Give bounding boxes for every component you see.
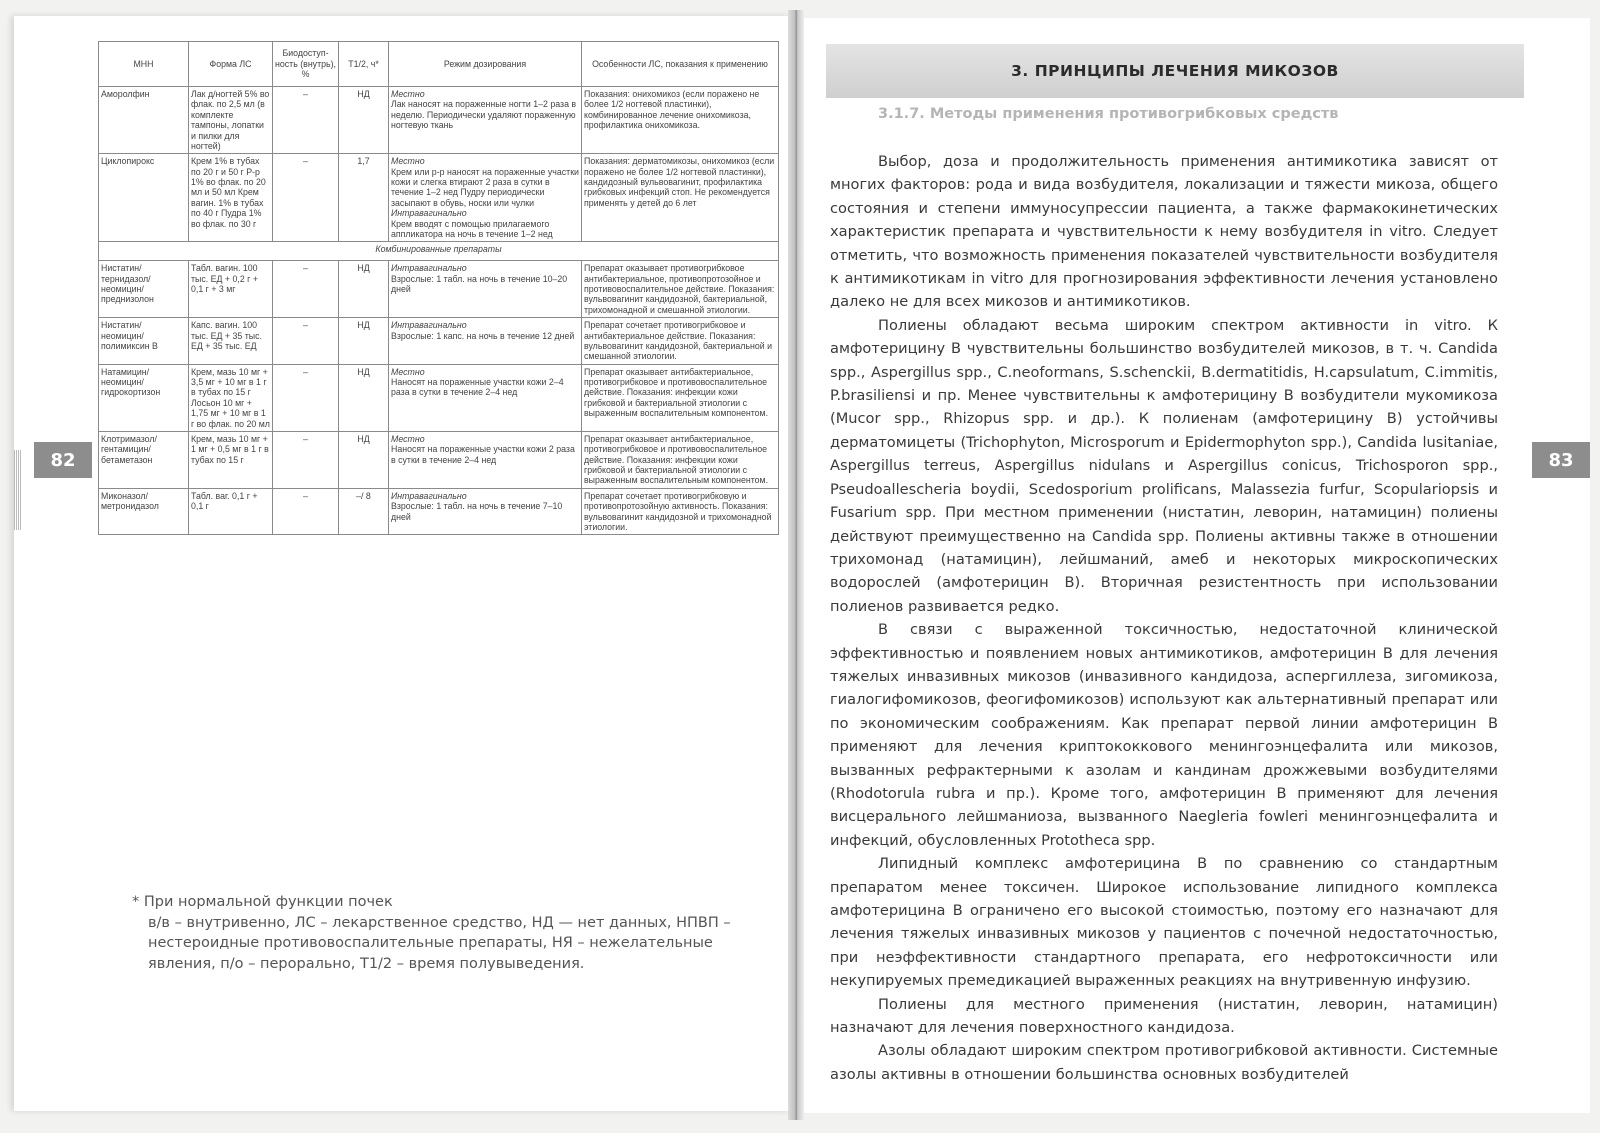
table-row <box>99 154 779 242</box>
dosing-text: Лак наносят на пораженные ногти 1–2 раза в неделю. Периодически удаляют пораженную ногтевую ткань <box>391 99 577 131</box>
cell-dosing <box>389 318 582 365</box>
dosing-route-label: Интравагинально <box>391 263 467 274</box>
page-number-left: 82 <box>34 442 92 478</box>
cell-dosing <box>389 488 582 535</box>
cell-dosing <box>389 87 582 154</box>
cell-notes: Препарат оказывает антибактериальное, противогрибковое и противовоспалительное действие. Показания: инфекции кожи грибковой и бактериальной этиологии с выраженным воспалительным компонентом. <box>582 431 779 488</box>
table-row <box>99 318 779 365</box>
cell-form: Табл. ваг. 0,1 г + 0,1 г <box>189 488 273 535</box>
footnote-line-1: * При нормальной функции почек <box>132 894 393 910</box>
table-row <box>99 488 779 535</box>
cell-bioavailability: – <box>273 364 339 431</box>
header-bioavailability: Биодоступ-ность (внутрь), % <box>273 42 339 87</box>
cell-mnn: Аморолфин <box>99 87 189 154</box>
cell-form: Крем, мазь 10 мг + 3,5 мг + 10 мг в 1 г в тубах по 15 г Лосьон 10 мг + 1,75 мг + 10 мг в 1 г во флак. по 20 мл <box>189 364 273 431</box>
dosing-text-2: Крем вводят с помощью прилагаемого аппликатора на ночь в течение 1–2 нед <box>391 218 553 239</box>
cell-half-life: НД <box>339 431 389 488</box>
cell-form: Крем 1% в тубах по 20 г и 50 г Р-р 1% во флак. по 20 мл и 50 мл Крем вагин. 1% в тубах по 40 г Пудра 1% во флак. по 30 г <box>189 154 273 242</box>
cell-bioavailability: – <box>273 488 339 535</box>
header-form: Форма ЛС <box>189 42 273 87</box>
chapter-title: 3. ПРИНЦИПЫ ЛЕЧЕНИЯ МИКОЗОВ <box>826 44 1524 98</box>
cell-notes: Препарат сочетает противогрибковое и антибактериальное действие. Показания: вульвовагинит кандидозной, бактериальной и смешанной этиологии. <box>582 318 779 365</box>
paragraph-4: Липидный комплекс амфотерицина В по сравнению со стандартным препаратом менее токсичен. Широкое использование липидного комплекса амфотерицина В ограничено его высокой стоимостью, поэтому его назначают для лечения тяжелых инвазивных микозов у пациентов с почечной недостаточностью, при неэффективности стандартного препарата, его нефротоксичности или некупируемых премедикацией выраженных реакциях на внутривенную инфузию. <box>830 855 1498 990</box>
cell-notes: Препарат оказывает противогрибковое антибактериальное, противопротозойное и противовоспалительное действие. Показания: вульвовагинит кандидозной, бактериальной, трихомонадной и смешанной этиологии. <box>582 261 779 318</box>
cell-mnn: Нистатин/ неомицин/ полимиксин В <box>99 318 189 365</box>
table-row <box>99 87 779 154</box>
cell-dosing <box>389 261 582 318</box>
cell-half-life: НД <box>339 87 389 154</box>
cell-dosing <box>389 364 582 431</box>
paragraph-6: Азолы обладают широким спектром противогрибковой активности. Системные азолы активны в отношении большинства основных возбудителей <box>830 1042 1498 1083</box>
cell-form: Лак д/ногтей 5% во флак. по 2,5 мл (в комплекте тампоны, лопатки и пилки для ногтей) <box>189 87 273 154</box>
cell-bioavailability: – <box>273 431 339 488</box>
table-row <box>99 364 779 431</box>
footnote <box>132 892 772 975</box>
header-dosing: Режим дозирования <box>389 42 582 87</box>
table-row <box>99 431 779 488</box>
cell-half-life: НД <box>339 364 389 431</box>
cell-bioavailability: – <box>273 87 339 154</box>
dosing-route-label: Местно <box>391 366 425 377</box>
cell-dosing <box>389 154 582 242</box>
dosing-text: Наносят на пораженные участки кожи 2–4 раза в сутки в течение 2–4 нед <box>391 377 564 398</box>
section-title: 3.1.7. Методы применения противогрибковых средств <box>878 106 1339 122</box>
cell-half-life: НД <box>339 318 389 365</box>
cell-dosing <box>389 431 582 488</box>
cell-half-life: НД <box>339 261 389 318</box>
drug-table <box>98 41 779 535</box>
cell-notes: Препарат оказывает антибактериальное, противогрибковое и противовоспалительное действие. Показания: инфекции кожи грибковой и бактериальной этиологии с выраженным воспалительным компонентом. <box>582 364 779 431</box>
book-gutter <box>788 10 804 1120</box>
cell-mnn: Миконазол/ метронидазол <box>99 488 189 535</box>
cell-mnn: Клотримазол/ гентамицин/ бетаметазон <box>99 431 189 488</box>
dosing-route-label-2: Интравагинально <box>391 208 467 219</box>
paragraph-3: В связи с выраженной токсичностью, недостаточной клинической эффективностью и появлением новых антимикотиков, амфотерицин В для лечения тяжелых инвазивных микозов (инвазивного кандидоза, аспергиллеза, зигомикоза, гиалогифомикозов, феогифомикозов) используют как альтернативный препарат или по экономическим соображениям. Как препарат первой линии амфотерицин В применяют для лечения криптококкового менингоэнцефалита или микозов, вызванных рефрактерными к азолам и кандинам дрожжевыми возбудителями (Rhodotorula rubra и пр.). Кроме того, амфотерицин В применяют для лечения висцерального лейшманиоза, вызванного Naegleria fowleri менингоэнцефалита и инфекций, обусловленных Prototheca spp. <box>830 621 1498 849</box>
cell-notes: Показания: онихомикоз (если поражено не более 1/2 ногтевой пластинки), комбинированное лечение онихомикоза, профилактика онихомикоза. <box>582 87 779 154</box>
cell-mnn: Циклопирокс <box>99 154 189 242</box>
cell-form: Крем, мазь 10 мг + 1 мг + 0,5 мг в 1 г в тубах по 15 г <box>189 431 273 488</box>
cell-form: Капс. вагин. 100 тыс. ЕД + 35 тыс. ЕД + 35 тыс. ЕД <box>189 318 273 365</box>
cell-mnn: Нистатин/ тернидазол/ неомицин/ преднизолон <box>99 261 189 318</box>
header-half-life: T1/2, ч* <box>339 42 389 87</box>
page-edge-lines <box>14 450 22 530</box>
cell-mnn: Натамицин/ неомицин/ гидрокортизон <box>99 364 189 431</box>
dosing-route-label: Интравагинально <box>391 320 467 331</box>
paragraph-2: Полиены обладают весьма широким спектром активности in vitro. К амфотерицину В чувствительны большинство возбудителей микозов, в т. ч. Candida spp., Aspergillus spp., C.neoformans, S.schenckii, B.dermatitidis, H.capsulatum, C.immitis, P.brasiliensi и пр. Менее чувствительны к амфотерицину В возбудители мукомикоза (Mucor spp., Rhizopus spp. и др.). К полиенам (амфотерицину В) устойчивы дерматомицеты (Trichophyton, Microsporum и Epidermophyton spp.), Candida lusitaniae, Aspergillus terreus, Aspergillus nidulans и Aspergillus conicus, Trichosporon spp., Pseudoallescheria boydii, Scedosporium prolificans, Malassezia furfur, Scopulariopsis и Fusarium spp. При местном применении (нистатин, леворин, натамицин) полиены действуют преимущественно на Candida spp. Полиены активны также в отношении трихомонад (натамицин), лейшманий, амеб и некоторых микроскопических водорослей (амфотерицин В). Вторичная резистентность при использовании полиенов развивается редко. <box>830 316 1498 615</box>
dosing-text: Наносят на пораженные участки кожи 2 раза в сутки в течение 2–4 нед <box>391 444 575 465</box>
cell-bioavailability: – <box>273 318 339 365</box>
page-number-right: 83 <box>1532 442 1590 478</box>
dosing-route-label: Интравагинально <box>391 490 467 501</box>
dosing-text: Взрослые: 1 табл. на ночь в течение 7–10 дней <box>391 501 563 522</box>
cell-form: Табл. вагин. 100 тыс. ЕД + 0,2 г + 0,1 г + 3 мг <box>189 261 273 318</box>
footnote-line-2: в/в – внутривенно, ЛС – лекарственное средство, НД — нет данных, НПВП – нестероидные противовоспалительные препараты, НЯ – нежелательные явления, п/о – перорально, T1/2 – время полувыведения. <box>148 914 731 973</box>
header-mnn: МНН <box>99 42 189 87</box>
cell-half-life: –/ 8 <box>339 488 389 535</box>
dosing-text: Крем или р-р наносят на пораженные участки кожи и слегка втирают 2 раза в сутки в течение 1–2 нед Пудру периодически засыпают в обувь, носки или чулки <box>391 166 579 208</box>
dosing-text: Взрослые: 1 табл. на ночь в течение 10–20 дней <box>391 273 568 294</box>
body-text <box>830 150 1498 1086</box>
cell-bioavailability: – <box>273 154 339 242</box>
dosing-route-label: Местно <box>391 89 425 99</box>
table-header-row <box>99 42 779 87</box>
cell-half-life: 1,7 <box>339 154 389 242</box>
dosing-text: Взрослые: 1 капс. на ночь в течение 12 дней <box>391 330 575 341</box>
cell-notes: Показания: дерматомикозы, онихомикоз (если поражено не более 1/2 ногтевой пластинки), кандидозный вульвовагинит, профилактика грибковых инфекций стоп. Не рекомендуется применять у детей до 6 лет <box>582 154 779 242</box>
table-row <box>99 261 779 318</box>
cell-notes: Препарат сочетает противогрибковую и противопротозойную активность. Показания: вульвовагинит кандидозной и трихомонадной этиологии. <box>582 488 779 535</box>
header-notes: Особенности ЛС, показания к применению <box>582 42 779 87</box>
paragraph-1: Выбор, доза и продолжительность применения антимикотика зависят от многих факторов: рода и вида возбудителя, локализации и тяжести микоза, общего состояния и степени иммуносупрессии пациента, а также фармакокинетических характеристик препарата и чувствительности к нему возбудителя in vitro. Следует отметить, что возможность применения показателей чувствительности возбудителя к антимикотикам in vitro для прогнозирования эффективности лечения установлено далеко не для всех микозов и антимикотиков. <box>830 153 1498 311</box>
cell-bioavailability: – <box>273 261 339 318</box>
paragraph-5: Полиены для местного применения (нистатин, леворин, натамицин) назначают для лечения поверхностного кандидоза. <box>830 995 1498 1037</box>
combined-label: Комбинированные препараты <box>99 242 779 261</box>
dosing-route-label: Местно <box>391 156 425 167</box>
dosing-route-label: Местно <box>391 433 425 444</box>
combined-separator-row <box>99 242 779 261</box>
